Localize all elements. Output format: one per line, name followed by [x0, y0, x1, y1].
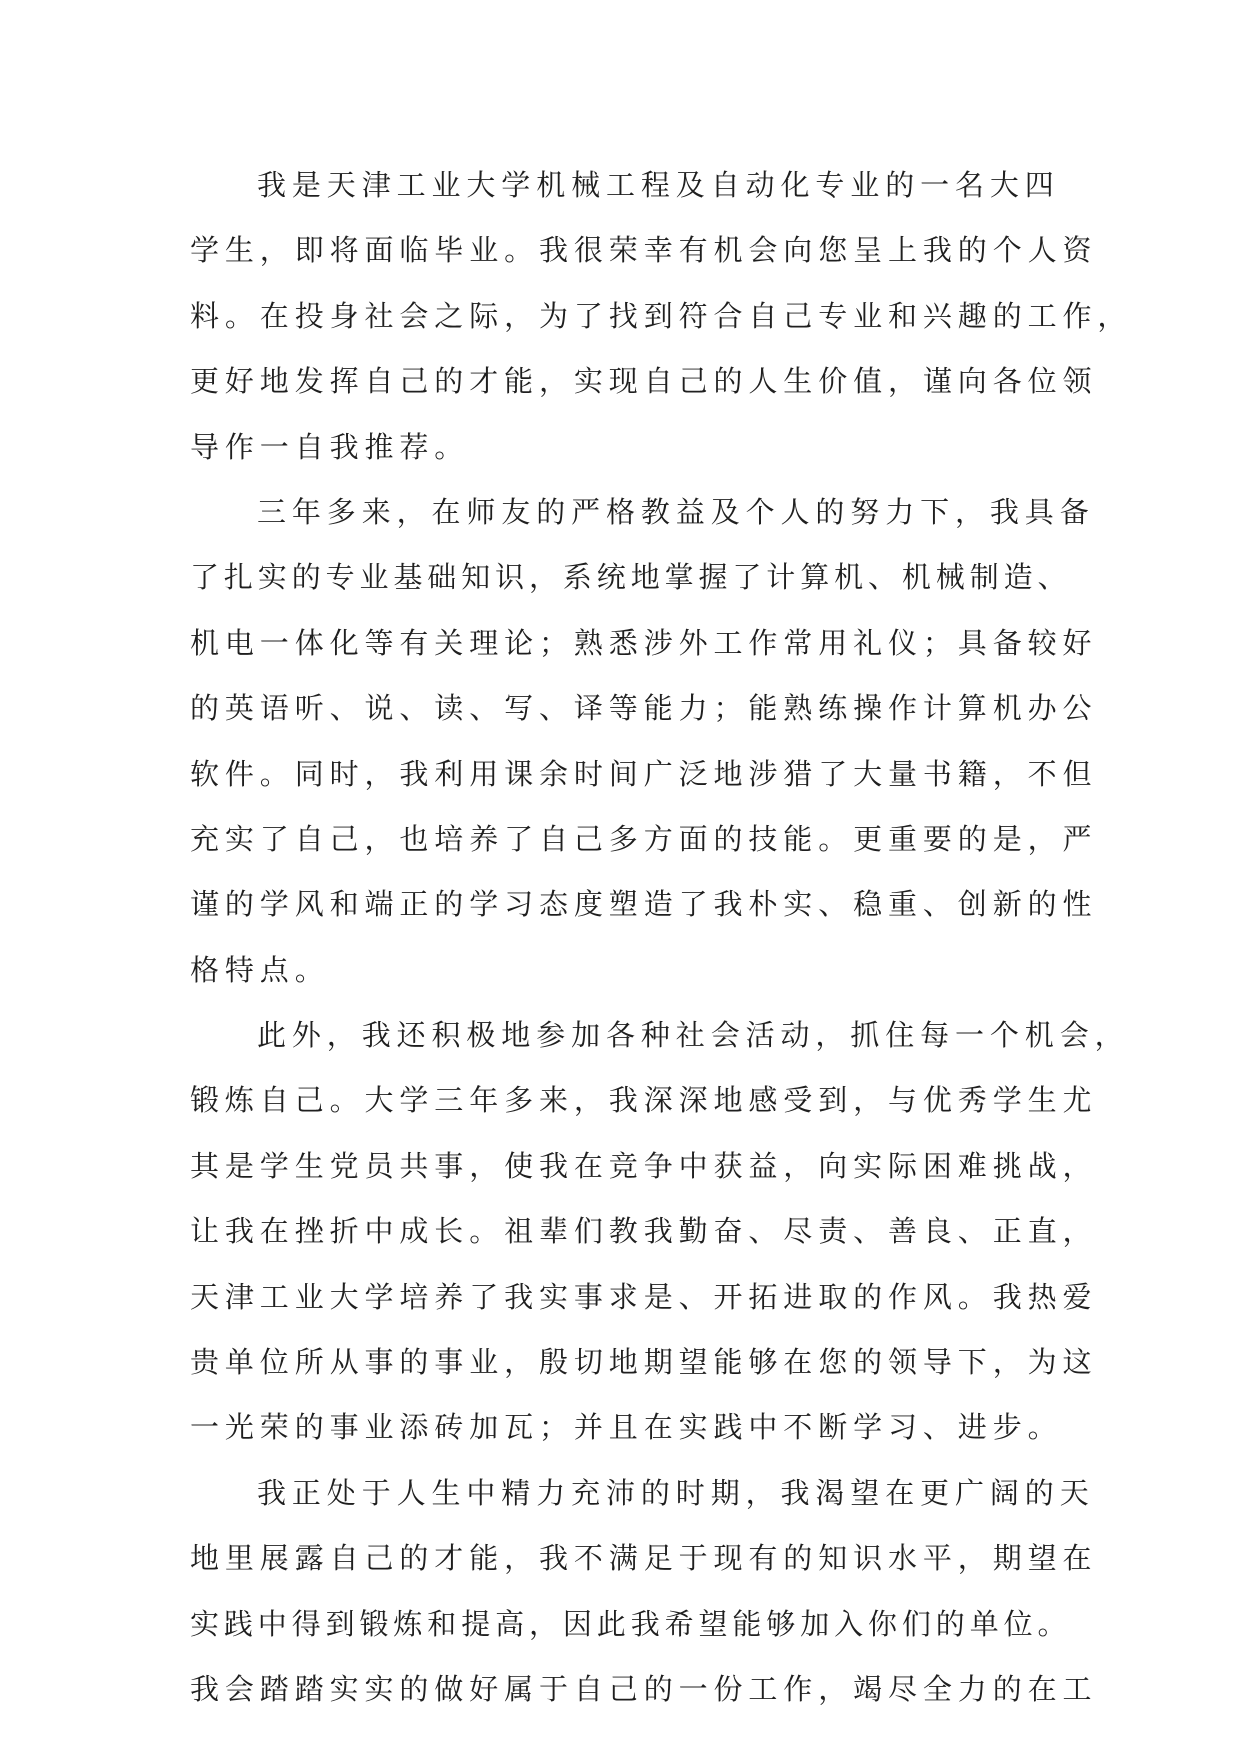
text-line: 软件。同时，我利用课余时间广泛地涉猎了大量书籍，不但 [190, 756, 1098, 791]
text-line: 让我在挫折中成长。祖辈们教我勤奋、尽责、善良、正直， [190, 1214, 1098, 1249]
text-line: 实践中得到锻炼和提高，因此我希望能够加入你们的单位。 [190, 1606, 1072, 1641]
paragraph-1 [190, 153, 1133, 480]
text-line: 充实了自己，也培养了自己多方面的技能。更重要的是，严 [190, 821, 1098, 856]
paragraph-4 [190, 1461, 1098, 1723]
text-line: 天津工业大学培养了我实事求是、开拓进取的作风。我热爱 [190, 1279, 1098, 1314]
text-line: 更好地发挥自己的才能，实现自己的人生价值，谨向各位领 [190, 364, 1098, 399]
text-line: 三年多来，在师友的严格教益及个人的努力下，我具备 [257, 494, 1095, 529]
text-line: 我是天津工业大学机械工程及自动化专业的一名大四 [257, 168, 1060, 202]
text-line: 料。在投身社会之际，为了找到符合自己专业和兴趣的工作， [190, 298, 1133, 333]
text-line: 贵单位所从事的事业，殷切地期望能够在您的领导下，为这 [190, 1345, 1098, 1380]
text-line: 一光荣的事业添砖加瓦；并且在实践中不断学习、进步。 [190, 1410, 1063, 1445]
text-line: 的英语听、说、读、写、译等能力；能熟练操作计算机办公 [190, 691, 1098, 726]
text-line: 我正处于人生中精力充沛的时期，我渴望在更广阔的天 [257, 1475, 1095, 1510]
document-body [190, 153, 1133, 1722]
text-line: 学生，即将面临毕业。我很荣幸有机会向您呈上我的个人资 [190, 233, 1098, 268]
text-line: 导作一自我推荐。 [190, 429, 470, 464]
text-line: 其是学生党员共事，使我在竞争中获益，向实际困难挑战， [190, 1148, 1098, 1183]
text-line: 机电一体化等有关理论；熟悉涉外工作常用礼仪；具备较好 [190, 625, 1098, 660]
text-line: 我会踏踏实实的做好属于自己的一份工作，竭尽全力的在工 [190, 1671, 1098, 1706]
text-line: 了扎实的专业基础知识，系统地掌握了计算机、机械制造、 [190, 560, 1072, 595]
paragraph-3 [190, 1003, 1130, 1461]
text-line: 谨的学风和端正的学习态度塑造了我朴实、稳重、创新的性 [190, 887, 1098, 922]
text-line: 锻炼自己。大学三年多来，我深深地感受到，与优秀学生尤 [190, 1083, 1098, 1118]
text-line: 格特点。 [190, 952, 330, 987]
text-line: 此外，我还积极地参加各种社会活动，抓住每一个机会， [257, 1018, 1130, 1053]
text-line: 地里展露自己的才能，我不满足于现有的知识水平，期望在 [190, 1541, 1098, 1576]
paragraph-2 [190, 480, 1098, 1003]
